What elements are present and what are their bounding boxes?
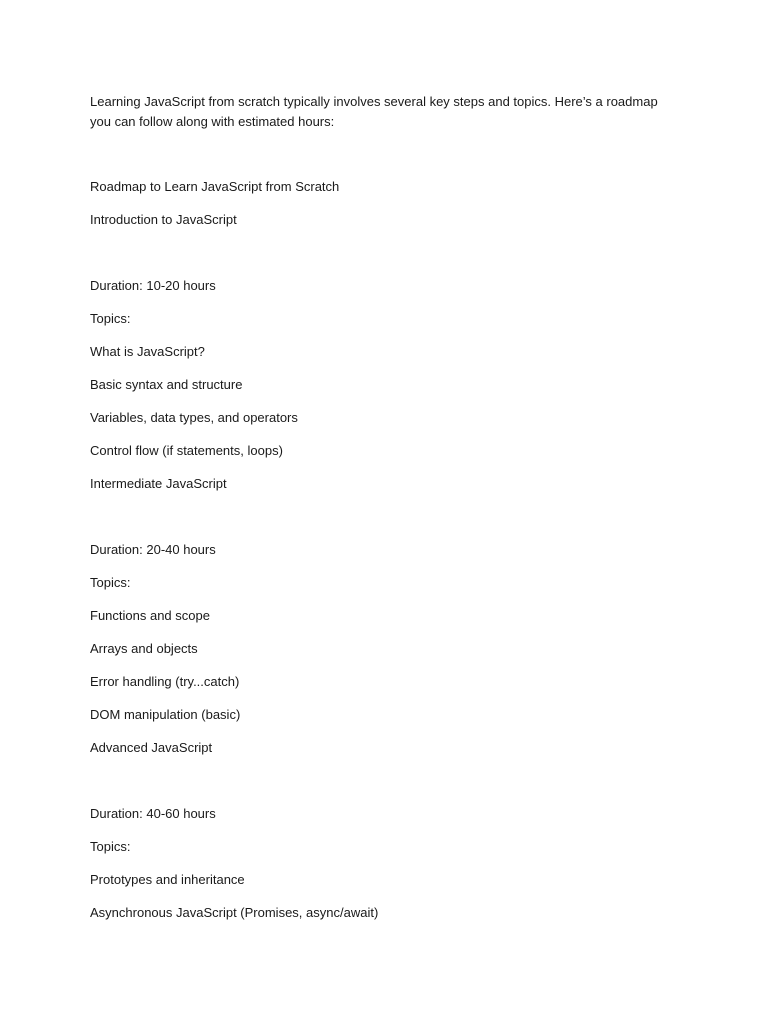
document-body — [90, 92, 690, 936]
topics-label: Topics: — [90, 575, 131, 590]
section-duration: Duration: 20-40 hours — [90, 542, 216, 557]
topic-item: Control flow (if statements, loops) — [90, 443, 283, 458]
spacer — [90, 132, 690, 177]
topic-item: Arrays and objects — [90, 641, 198, 656]
topic-item: Basic syntax and structure — [90, 377, 243, 392]
topics-label: Topics: — [90, 311, 131, 326]
section-heading: Advanced JavaScript — [90, 740, 213, 755]
topic-item: DOM manipulation (basic) — [90, 707, 241, 722]
spacer — [90, 771, 690, 804]
section-duration: Duration: 40-60 hours — [90, 806, 216, 821]
topic-item: Variables, data types, and operators — [90, 410, 298, 425]
topic-item: What is JavaScript? — [90, 344, 205, 359]
document-title: Roadmap to Learn JavaScript from Scratch — [90, 179, 340, 194]
section-heading: Introduction to JavaScript — [90, 212, 237, 227]
section-duration: Duration: 10-20 hours — [90, 278, 216, 293]
spacer — [90, 507, 690, 540]
topics-label: Topics: — [90, 839, 131, 854]
intro-paragraph: Learning JavaScript from scratch typically involves several key steps and topics. Here’s a roadmap you can follow along with estimated hours: — [90, 94, 658, 129]
spacer — [90, 243, 690, 276]
topic-item: Asynchronous JavaScript (Promises, async/await) — [90, 905, 379, 920]
topic-item: Prototypes and inheritance — [90, 872, 245, 887]
topic-item: Functions and scope — [90, 608, 210, 623]
section-heading: Intermediate JavaScript — [90, 476, 227, 491]
topic-item: Error handling (try...catch) — [90, 674, 240, 689]
